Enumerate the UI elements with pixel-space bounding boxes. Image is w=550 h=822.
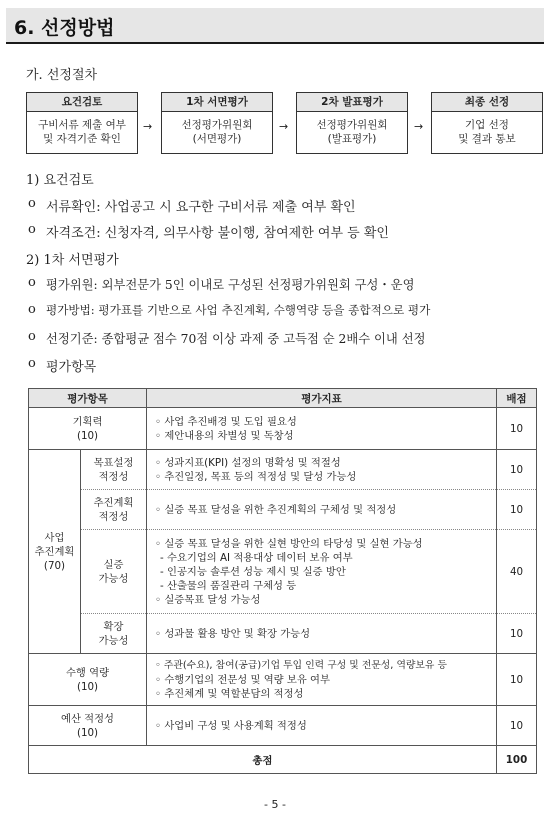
indicator-cell bbox=[147, 706, 497, 746]
bullet-mark: o bbox=[28, 275, 36, 290]
arrow-icon: → bbox=[143, 120, 153, 133]
indicator-cell bbox=[147, 408, 497, 450]
score-cell: 10 bbox=[497, 450, 537, 490]
indicator-line: - 산출물의 품질관리 구체성 등 bbox=[160, 579, 297, 592]
table-row bbox=[29, 654, 537, 706]
bullet-mark: o bbox=[28, 302, 36, 317]
section-title: 6. 선정방법 bbox=[14, 17, 115, 39]
indicator-line: ◦ 성과물 활용 방안 및 확장 가능성 bbox=[155, 627, 311, 640]
indicator-line: ◦ 제안내용의 차별성 및 독창성 bbox=[155, 429, 294, 442]
sub1-item-1: 서류확인: 사업공고 시 요구한 구비서류 제출 여부 확인 bbox=[46, 200, 356, 215]
bullet-mark: o bbox=[28, 356, 36, 371]
indicator-line: ◦ 추진체계 및 역할분담의 적정성 bbox=[155, 687, 304, 700]
process-step-2 bbox=[161, 92, 273, 154]
evaluation-table bbox=[28, 388, 537, 774]
header-item: 평가항목 bbox=[29, 389, 147, 408]
indicator-cell bbox=[147, 654, 497, 706]
indicator-line: ◦ 사업 추진배경 및 도입 필요성 bbox=[155, 415, 297, 428]
indicator-cell bbox=[147, 614, 497, 654]
indicator-line: ◦ 주관(수요), 참여(공급)기업 투입 인력 구성 및 전문성, 역량보유 등 bbox=[155, 659, 447, 671]
process-step-body: 기업 선정 및 결과 통보 bbox=[458, 119, 516, 145]
sub2-title: 2) 1차 서면평가 bbox=[26, 253, 119, 268]
item-cell: 기획력 (10) bbox=[29, 408, 147, 450]
bullet-mark: o bbox=[28, 222, 36, 237]
process-step-header: 1차 서면평가 bbox=[162, 93, 272, 112]
arrow-icon: → bbox=[414, 120, 424, 133]
score-cell: 10 bbox=[497, 490, 537, 530]
indicator-line: ◦ 실증 목표 달성을 위한 실현 방안의 타당성 및 실현 가능성 bbox=[155, 537, 423, 550]
sub1-title: 1) 요건검토 bbox=[26, 173, 94, 188]
page-number: - 5 - bbox=[264, 798, 286, 811]
indicator-line: ◦ 실증 목표 달성을 위한 추진계획의 구체성 및 적정성 bbox=[155, 503, 397, 516]
subsection-title: 가. 선정절차 bbox=[26, 68, 98, 83]
sub2-item-2: 평가방법: 평가표를 기반으로 사업 추진계획, 수행역량 등을 종합적으로 평가 bbox=[46, 303, 431, 317]
table-header-row bbox=[29, 389, 537, 408]
indicator-line: ◦ 성과지표(KPI) 설정의 명확성 및 적절성 bbox=[155, 456, 341, 469]
process-step-body: 구비서류 제출 여부 및 자격기준 확인 bbox=[38, 119, 126, 145]
process-step-header: 요건검토 bbox=[27, 93, 137, 112]
total-score: 100 bbox=[497, 746, 537, 774]
sub-item-cell: 확장 가능성 bbox=[81, 614, 147, 654]
table-row bbox=[29, 614, 537, 654]
table-row bbox=[29, 706, 537, 746]
sub2-item-3: 선정기준: 종합평균 점수 70점 이상 과제 중 고득점 순 2배수 이내 선정 bbox=[46, 332, 426, 346]
score-cell: 10 bbox=[497, 654, 537, 706]
process-step-header: 2차 발표평가 bbox=[297, 93, 407, 112]
table-row bbox=[29, 450, 537, 490]
item-cell: 수행 역량 (10) bbox=[29, 654, 147, 706]
table-row bbox=[29, 408, 537, 450]
group-cell: 사업 추진계획 (70) bbox=[29, 450, 81, 654]
header-indicator: 평가지표 bbox=[147, 389, 497, 408]
sub2-item-4: 평가항목 bbox=[46, 360, 97, 375]
indicator-line: - 수요기업의 AI 적용대상 데이터 보유 여부 bbox=[160, 551, 353, 564]
indicator-cell bbox=[147, 450, 497, 490]
process-step-3 bbox=[296, 92, 408, 154]
bullet-mark: o bbox=[28, 329, 36, 344]
process-step-body: 선정평가위원회 (서면평가) bbox=[181, 119, 253, 145]
sub-item-cell: 목표설정 적정성 bbox=[81, 450, 147, 490]
indicator-line: ◦ 수행기업의 전문성 및 역량 보유 여부 bbox=[155, 673, 330, 686]
indicator-line: ◦ 사업비 구성 및 사용계획 적정성 bbox=[155, 719, 307, 732]
process-step-body: 선정평가위원회 (발표평가) bbox=[316, 119, 388, 145]
sub1-item-2: 자격조건: 신청자격, 의무사항 불이행, 참여제한 여부 등 확인 bbox=[46, 226, 389, 241]
bullet-mark: o bbox=[28, 196, 36, 211]
score-cell: 10 bbox=[497, 408, 537, 450]
indicator-line: ◦ 추진일정, 목표 등의 적정성 및 달성 가능성 bbox=[155, 470, 357, 483]
table-row bbox=[29, 530, 537, 614]
score-cell: 10 bbox=[497, 706, 537, 746]
process-step-header: 최종 선정 bbox=[432, 93, 542, 112]
arrow-icon: → bbox=[279, 120, 289, 133]
indicator-line: ◦ 실증목표 달성 가능성 bbox=[155, 593, 261, 606]
indicator-cell bbox=[147, 530, 497, 614]
table-total-row bbox=[29, 746, 537, 774]
item-cell: 예산 적정성 (10) bbox=[29, 706, 147, 746]
sub-item-cell: 실증 가능성 bbox=[81, 530, 147, 614]
sub2-item-1: 평가위원: 외부전문가 5인 이내로 구성된 선정평가위원회 구성・운영 bbox=[46, 278, 415, 292]
total-label: 총점 bbox=[29, 746, 497, 774]
section-title-bar bbox=[6, 8, 544, 44]
indicator-cell bbox=[147, 490, 497, 530]
process-step-1 bbox=[26, 92, 138, 154]
table-row bbox=[29, 490, 537, 530]
process-step-4 bbox=[431, 92, 543, 154]
score-cell: 10 bbox=[497, 614, 537, 654]
score-cell: 40 bbox=[497, 530, 537, 614]
sub-item-cell: 추진계획 적정성 bbox=[81, 490, 147, 530]
header-score: 배점 bbox=[497, 389, 537, 408]
indicator-line: - 인공지능 솔루션 성능 제시 및 실증 방안 bbox=[160, 565, 346, 578]
